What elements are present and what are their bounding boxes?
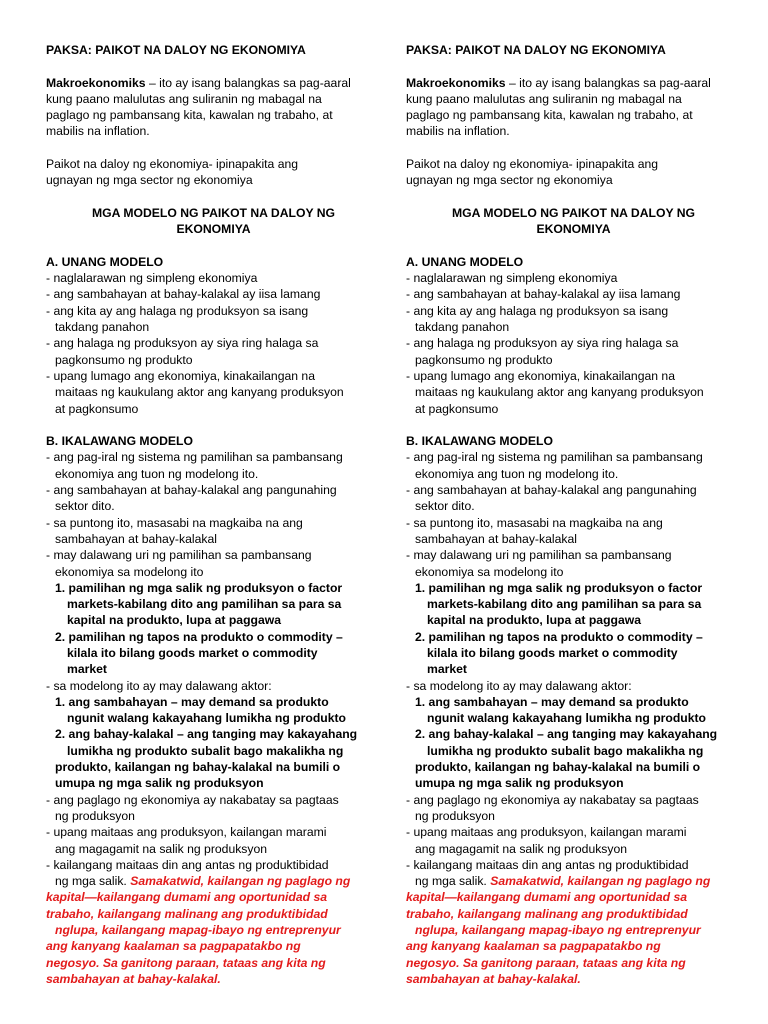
red-emphasis: ang kanyang kaalaman sa pagpapatakbo ng [406, 939, 661, 954]
makro-line-4: mabilis na inflation. [46, 124, 150, 139]
left-column [46, 42, 381, 987]
unang-line: maitaas ng kaukulang aktor ang kanyang produksyon [55, 385, 344, 400]
ikalawang-line: umupa ng mga salik ng produksyon [415, 776, 624, 791]
unang-line: - ang kita ay ang halaga ng produksyon sa isang [46, 303, 309, 318]
unang-line: - naglalarawan ng simpleng ekonomiya [406, 271, 618, 286]
ikalawang-line: kilala ito bilang goods market o commodity [427, 645, 678, 660]
red-emphasis: Samakatwid, kailangan ng paglago ng [130, 874, 351, 889]
models-heading-2: EKONOMIYA [536, 222, 611, 237]
ikalawang-line: 2. pamilihan ng tapos na produkto o commodity – [55, 629, 343, 644]
ikalawang-line: produkto, kailangan ng bahay-kalakal na bumili o [55, 760, 341, 775]
ikalawang-line: sambahayan at bahay-kalakal [415, 531, 577, 546]
red-emphasis: sambahayan at bahay-kalakal. [46, 971, 221, 986]
ikalawang-line: ang magagamit na salik ng produksyon [415, 841, 628, 856]
ikalawang-line: ekonomiya ang tuon ng modelong ito. [55, 466, 259, 481]
ikalawang-line: ekonomiya sa modelong ito [415, 564, 564, 579]
ikalawang-line: - upang maitaas ang produksyon, kailangan marami [46, 825, 327, 840]
unang-line: - naglalarawan ng simpleng ekonomiya [46, 271, 258, 286]
red-emphasis: ang kanyang kaalaman sa pagpapatakbo ng [46, 939, 301, 954]
paikot-line-2: ugnayan ng mga sector ng ekonomiya [406, 173, 613, 188]
makro-line-2: kung paano malulutas ang suliranin ng mabagal na [406, 91, 682, 106]
ikalawang-line: - may dalawang uri ng pamilihan sa pambansang [406, 548, 672, 563]
makro-line-3: paglago ng pambansang kita, kawalan ng trabaho, at [406, 108, 693, 123]
ikalawang-line: sambahayan at bahay-kalakal [55, 531, 217, 546]
ikalawang-line: market [67, 662, 107, 677]
ikalawang-line: kapital na produkto, lupa at paggawa [67, 613, 281, 628]
unang-line: - ang sambahayan at bahay-kalakal ay iisa lamang [46, 287, 321, 302]
ikalawang-line: 2. pamilihan ng tapos na produkto o commodity – [415, 629, 703, 644]
ikalawang-line: - ang pag-iral ng sistema ng pamilihan sa pambansang [46, 450, 343, 465]
ikalawang-line: markets-kabilang dito ang pamilihan sa para sa [427, 597, 702, 612]
makro-term: Makroekonomiks [46, 75, 146, 90]
ikalawang-line: - ang pag-iral ng sistema ng pamilihan sa pambansang [406, 450, 703, 465]
ikalawang-line: - kailangang maitaas din ang antas ng produktibidad [406, 857, 689, 872]
ikalawang-line: ngunit walang kakayahang lumikha ng produkto [427, 711, 706, 726]
models-heading-1: MGA MODELO NG PAIKOT NA DALOY NG [91, 205, 336, 220]
models-heading-2: EKONOMIYA [176, 222, 251, 237]
ikalawang-line: lumikha ng produkto subalit bago makalikha ng [427, 743, 704, 758]
unang-line: pagkonsumo ng produkto [55, 352, 193, 367]
paikot-line-1: Paikot na daloy ng ekonomiya- ipinapakita ang [46, 157, 299, 172]
ikalawang-line: umupa ng mga salik ng produksyon [55, 776, 264, 791]
ikalawang-line: ng produksyon [415, 808, 495, 823]
unang-line: takdang panahon [415, 320, 510, 335]
ikalawang-line: 1. pamilihan ng mga salik ng produksyon o factor [415, 580, 703, 595]
red-emphasis: kapital—kailangang dumami ang oportunidad sa [46, 890, 328, 905]
makro-line-4: mabilis na inflation. [406, 124, 510, 139]
ikalawang-line: 2. ang bahay-kalakal – ang tanging may kakayahang [55, 727, 358, 742]
ikalawang-line: 1. pamilihan ng mga salik ng produksyon o factor [55, 580, 343, 595]
makro-line-2: kung paano malulutas ang suliranin ng mabagal na [46, 91, 322, 106]
ikalawang-line: - kailangang maitaas din ang antas ng produktibidad [46, 857, 329, 872]
makro-line-1: Makroekonomiks – ito ay isang balangkas sa pag-aaral [46, 75, 351, 90]
ikalawang-line: - ang sambahayan at bahay-kalakal ang pangunahing [406, 483, 697, 498]
ikalawang-line: sektor dito. [415, 499, 475, 514]
red-emphasis: nglupa, kailangang mapag-ibayo ng entreprenyur [415, 923, 701, 938]
ikalawang-line: ng mga salik. Samakatwid, kailangan ng paglago ng [415, 874, 711, 889]
ikalawang-line: markets-kabilang dito ang pamilihan sa para sa [67, 597, 342, 612]
page-title: PAKSA: PAIKOT NA DALOY NG EKONOMIYA [406, 43, 666, 57]
ikalawang-line: ng mga salik. Samakatwid, kailangan ng paglago ng [55, 874, 351, 889]
ikalawang-line: - ang paglago ng ekonomiya ay nakabatay sa pagtaas [406, 792, 699, 807]
ikalawang-line: ngunit walang kakayahang lumikha ng produkto [67, 711, 346, 726]
page-title: PAKSA: PAIKOT NA DALOY NG EKONOMIYA [46, 43, 306, 57]
ikalawang-line: 1. ang sambahayan – may demand sa produkto [55, 694, 329, 709]
ikalawang-line: produkto, kailangan ng bahay-kalakal na bumili o [415, 760, 701, 775]
red-emphasis: trabaho, kailangang malinang ang produktibidad [46, 906, 328, 921]
ikalawang-line: - sa puntong ito, masasabi na magkaiba na ang [406, 515, 663, 530]
red-emphasis: Samakatwid, kailangan ng paglago ng [490, 874, 711, 889]
unang-heading: A. UNANG MODELO [406, 254, 524, 269]
red-emphasis: kapital—kailangang dumami ang oportunidad sa [406, 890, 688, 905]
unang-line: - ang kita ay ang halaga ng produksyon sa isang [406, 303, 669, 318]
ikalawang-line: 1. ang sambahayan – may demand sa produkto [415, 694, 689, 709]
ikalawang-line: - upang maitaas ang produksyon, kailangan marami [406, 825, 687, 840]
unang-line: - upang lumago ang ekonomiya, kinakailangan na [46, 368, 315, 383]
red-emphasis: nglupa, kailangang mapag-ibayo ng entreprenyur [55, 923, 341, 938]
paikot-line-1: Paikot na daloy ng ekonomiya- ipinapakita ang [406, 157, 659, 172]
red-emphasis: negosyo. Sa ganitong paraan, tataas ang kita ng [406, 955, 686, 970]
unang-line: - upang lumago ang ekonomiya, kinakailangan na [406, 368, 675, 383]
red-emphasis: trabaho, kailangang malinang ang produktibidad [406, 906, 688, 921]
unang-line: maitaas ng kaukulang aktor ang kanyang produksyon [415, 385, 704, 400]
ikalawang-line: ang magagamit na salik ng produksyon [55, 841, 268, 856]
ikalawang-line: sektor dito. [55, 499, 115, 514]
ikalawang-line: - sa modelong ito ay may dalawang aktor: [46, 678, 272, 693]
ikalawang-line: kilala ito bilang goods market o commodity [67, 645, 318, 660]
makro-line-3: paglago ng pambansang kita, kawalan ng trabaho, at [46, 108, 333, 123]
unang-line: - ang halaga ng produksyon ay siya ring halaga sa [406, 336, 679, 351]
ikalawang-line: lumikha ng produkto subalit bago makalikha ng [67, 743, 344, 758]
ikalawang-heading: B. IKALAWANG MODELO [406, 434, 553, 449]
ikalawang-line: ekonomiya sa modelong ito [55, 564, 204, 579]
ikalawang-heading: B. IKALAWANG MODELO [46, 434, 193, 449]
ikalawang-line: - ang paglago ng ekonomiya ay nakabatay sa pagtaas [46, 792, 339, 807]
unang-line: - ang halaga ng produksyon ay siya ring halaga sa [46, 336, 319, 351]
unang-line: takdang panahon [55, 320, 150, 335]
unang-heading: A. UNANG MODELO [46, 254, 164, 269]
paikot-line-2: ugnayan ng mga sector ng ekonomiya [46, 173, 253, 188]
makro-line-1: Makroekonomiks – ito ay isang balangkas sa pag-aaral [406, 75, 711, 90]
ikalawang-line: market [427, 662, 467, 677]
unang-line: pagkonsumo ng produkto [415, 352, 553, 367]
right-column [406, 42, 741, 987]
unang-line: at pagkonsumo [415, 401, 499, 416]
red-emphasis: sambahayan at bahay-kalakal. [406, 971, 581, 986]
ikalawang-line: kapital na produkto, lupa at paggawa [427, 613, 641, 628]
ikalawang-line: ekonomiya ang tuon ng modelong ito. [415, 466, 619, 481]
ikalawang-line: - sa modelong ito ay may dalawang aktor: [406, 678, 632, 693]
ikalawang-line: - may dalawang uri ng pamilihan sa pambansang [46, 548, 312, 563]
ikalawang-line: ng produksyon [55, 808, 135, 823]
unang-line: - ang sambahayan at bahay-kalakal ay iisa lamang [406, 287, 681, 302]
makro-term: Makroekonomiks [406, 75, 506, 90]
models-heading-1: MGA MODELO NG PAIKOT NA DALOY NG [451, 205, 696, 220]
ikalawang-line: 2. ang bahay-kalakal – ang tanging may kakayahang [415, 727, 718, 742]
red-emphasis: negosyo. Sa ganitong paraan, tataas ang kita ng [46, 955, 326, 970]
ikalawang-line: - sa puntong ito, masasabi na magkaiba na ang [46, 515, 303, 530]
ikalawang-line: - ang sambahayan at bahay-kalakal ang pangunahing [46, 483, 337, 498]
unang-line: at pagkonsumo [55, 401, 139, 416]
